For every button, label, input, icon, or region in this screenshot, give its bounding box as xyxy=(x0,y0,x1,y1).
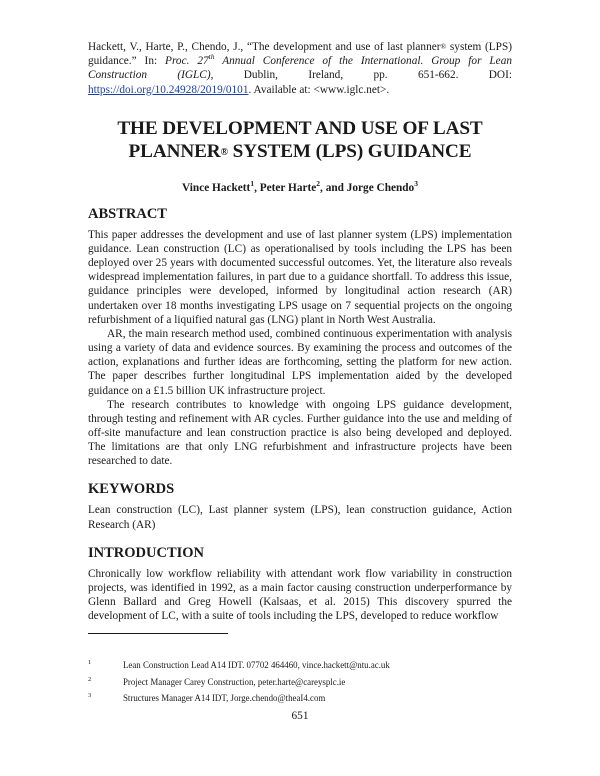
introduction-heading: INTRODUCTION xyxy=(88,544,205,561)
keywords-text: Lean construction (LC), Last planner system (LPS), lean construction guidance, Action Research (AR) xyxy=(88,504,512,531)
footnote-1 xyxy=(88,660,512,672)
title-registered-mark: ® xyxy=(220,146,228,158)
page-number: 651 xyxy=(291,710,309,722)
abstract-heading: ABSTRACT xyxy=(88,205,167,222)
abstract-paragraph-2: AR, the main research method used, combined continuous experimentation with analysis using a variety of data and evidence sources. By examining the process and outcomes of the action, explanations and further ideas are forthcoming, setting the platform for new action. The paper describes further longitudinal LPS implementation aided by the developed guidance on a £1.5 billion UK infrastructure project. xyxy=(88,327,512,397)
author-1-footnote-ref[interactable]: 1 xyxy=(250,179,255,189)
footnote-text: Lean Construction Lead A14 IDT. 07702 464460, vince.hackett@ntu.ac.uk xyxy=(123,660,390,671)
author-list xyxy=(88,181,512,195)
citation-conference-name: Annual Conference of the International. Group for Lean Construction (IGLC) xyxy=(88,55,512,82)
footnote-number: 1 xyxy=(88,659,92,667)
keywords-heading: KEYWORDS xyxy=(88,481,175,498)
footnote-text: Structures Manager A14 IDT, Jorge.chendo@theaI4.com xyxy=(123,693,326,704)
doi-link[interactable]: https://doi.org/10.24928/2019/0101 xyxy=(88,83,249,96)
citation-ordinal-suffix: th xyxy=(208,52,215,62)
citation-availability: . Available at: <www.iglc.net>. xyxy=(248,83,390,96)
abstract-paragraph-1: This paper addresses the development and use of last planner system (LPS) implementation guidance. Lean construction (LC) as operationalised by tools including the LPS has been deployed over 25 years with documented successful outcomes. Yet, the literature also reveals widespread implementation failures, in part due to a guidance shortfall. To address this issue, guidance principles were developed, informed by longitudinal action research (AR) undertaken over 18 months investigating LPS usage on 7 sequential projects on the ongoing refurbishment of a liquified natural gas (LNG) plant in North West Australia. xyxy=(88,228,512,326)
citation-registered-mark: ® xyxy=(440,42,447,51)
citation-location: , Dublin, Ireland, pp. 651-662. DOI: xyxy=(210,69,512,82)
footnote-2 xyxy=(88,677,512,689)
author-3: Jorge Chendo xyxy=(346,181,415,194)
footnote-number: 3 xyxy=(88,692,92,700)
citation-proceedings: Proc. 27 xyxy=(165,55,209,68)
footnote-text: Project Manager Carey Construction, peter.harte@careysplc.ie xyxy=(123,676,346,687)
author-2: Peter Harte xyxy=(259,181,317,194)
page-body xyxy=(88,40,512,705)
footnote-divider xyxy=(88,633,228,634)
footnote-number: 2 xyxy=(88,675,92,683)
citation-block xyxy=(88,40,512,97)
author-2-footnote-ref[interactable]: 2 xyxy=(316,179,321,189)
footnotes xyxy=(88,660,512,705)
author-separator: , xyxy=(254,181,260,194)
author-separator: , and xyxy=(320,181,347,194)
paper-title xyxy=(88,117,512,164)
title-line-1: THE DEVELOPMENT AND USE OF LAST xyxy=(117,117,483,139)
title-line-2-start: PLANNER xyxy=(128,140,221,162)
author-1: Vince Hackett xyxy=(182,181,251,194)
citation-text-title-end: system (LPS) guidance.” In: xyxy=(88,41,512,68)
footnote-3 xyxy=(88,693,512,705)
abstract-paragraph-3: The research contributes to knowledge with ongoing LPS guidance development, through testing and refinement with AR cycles. Further guidance into the use and melding of off-site manufacture and lean construction practice is also being developed and deployed. The limitations are that only LNG refurbishment and infrastructure projects have been researched to date. xyxy=(88,398,512,468)
title-line-2-end: SYSTEM (LPS) GUIDANCE xyxy=(227,140,472,162)
citation-text-start: Hackett, V., Harte, P., Chendo, J., “The development and use of last planner xyxy=(88,41,441,53)
author-3-footnote-ref[interactable]: 3 xyxy=(414,179,418,189)
introduction-paragraph-1: Chronically low workflow reliability with attendant work flow variability in construction projects, was identified in 1992, as a main factor causing construction underperformance by Glenn Ballard and Greg Howell (Kalsaas, et al. 2015) This discovery spurred the development of LC, with a suite of tools including the LPS, developed to reduce workflow xyxy=(88,567,512,623)
